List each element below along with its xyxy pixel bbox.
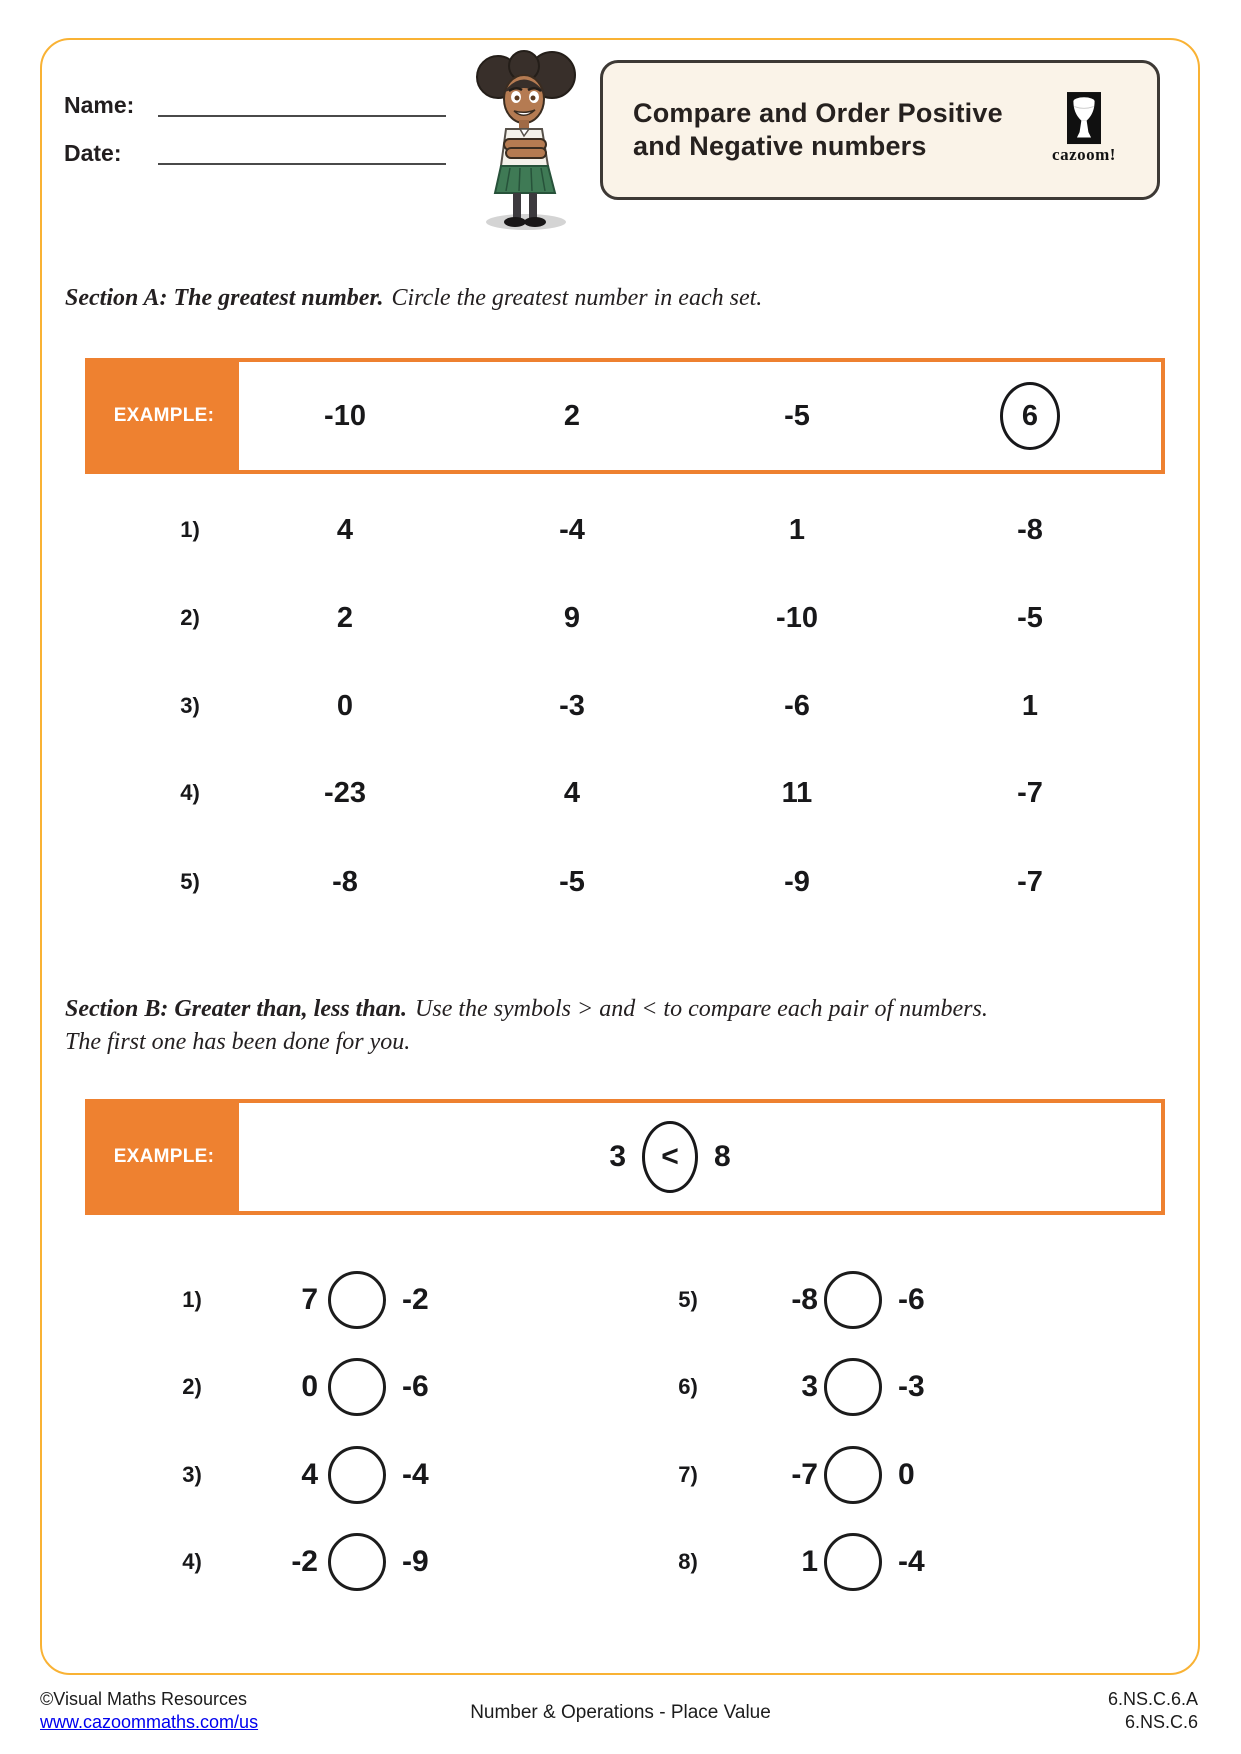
cazoom-logo [1045,92,1123,165]
logo-wordmark: cazoom! [1052,145,1116,165]
section-b-example-box [85,1099,1165,1215]
problem-number-label: 7) [678,1462,698,1487]
section-b-heading-instruction: Use the symbols > and < to compare each pair of numbers. The first one has been done for you. [65,996,988,1056]
problem-right-number: -4 [402,1458,429,1491]
problem-right-number: -9 [402,1545,429,1578]
example-label: EXAMPLE: [89,362,239,470]
row-number-label: 3) [180,693,200,718]
problem-number-label: 2) [182,1374,202,1399]
row-value: -3 [559,690,585,722]
section-b-heading [65,993,1010,1059]
name-label: Name: [64,92,135,118]
problem-left-number: 4 [301,1458,318,1491]
row-value: -6 [784,690,810,722]
section-a-row [0,510,1241,550]
row-number-label: 4) [180,780,200,805]
answer-circle[interactable] [824,1533,882,1591]
problem-left-number: -7 [791,1458,818,1491]
example-number: 2 [563,400,581,432]
row-value: -10 [776,602,818,634]
section-a-row [0,862,1241,902]
problem-left-number: 1 [801,1545,818,1578]
problem-number-label: 8) [678,1549,698,1574]
row-value: -23 [324,777,366,809]
row-value: 1 [788,514,806,546]
problem-row [0,1367,1241,1407]
student-cartoon [468,50,584,237]
footer-standard-b: 6.NS.C.6 [1124,1712,1198,1733]
row-value: 0 [336,690,354,722]
row-value: 9 [563,602,581,634]
date-line[interactable] [158,163,446,165]
problem-left-number: -8 [791,1283,818,1316]
date-label: Date: [64,140,122,166]
section-a-row [0,773,1241,813]
answer-circle[interactable] [328,1533,386,1591]
row-number-label: 5) [180,869,200,894]
example-label: EXAMPLE: [89,1103,239,1211]
problem-row [0,1280,1241,1320]
example-number-circled-wrap [920,382,1140,450]
problem-row [0,1542,1241,1582]
problem-right-number: 0 [898,1458,915,1491]
example-number: 6 [1021,400,1039,432]
example-right-number: 8 [714,1140,731,1173]
row-value: -4 [559,514,585,546]
section-b-heading-bold: Section B: Greater than, less than. [65,996,408,1022]
answer-circle[interactable] [824,1358,882,1416]
example-number: -5 [784,400,810,432]
answer-circle[interactable] [824,1446,882,1504]
problem-left-number: 7 [301,1283,318,1316]
row-value: -5 [559,866,585,898]
example-left-number: 3 [609,1140,626,1173]
section-a-heading [65,282,1145,315]
problem-right-number: -6 [898,1283,925,1316]
row-value: -8 [332,866,358,898]
answer-circle[interactable] [328,1271,386,1329]
problem-right-number: -6 [402,1370,429,1403]
row-value: -7 [1017,866,1043,898]
answer-circle[interactable] [328,1446,386,1504]
row-value: -8 [1017,514,1043,546]
title-box [600,60,1160,200]
circled-number [1000,382,1060,450]
problem-left-number: 3 [801,1370,818,1403]
problem-right-number: -4 [898,1545,925,1578]
footer-link[interactable]: www.cazoommaths.com/us [40,1712,259,1733]
row-value: -7 [1017,777,1043,809]
section-a-heading-instruction: Circle the greatest number in each set. [391,285,763,311]
row-number-label: 2) [180,605,200,630]
example-comparison-circle [642,1121,698,1193]
footer-copyright: ©Visual Maths Resources [40,1689,248,1709]
section-a-row [0,686,1241,726]
section-a-heading-bold: Section A: The greatest number. [65,285,384,311]
row-value: 1 [1021,690,1039,722]
student-cartoon-image [468,50,584,232]
answer-circle[interactable] [824,1271,882,1329]
name-line[interactable] [158,115,446,117]
example-number: -10 [324,400,366,432]
row-value: 2 [336,602,354,634]
problem-number-label: 3) [182,1462,202,1487]
footer-topic: Number & Operations - Place Value [470,1702,771,1723]
footer-standards [1108,1688,1198,1735]
row-value: -9 [784,866,810,898]
example-symbol: < [661,1140,679,1173]
section-a-example-box [85,358,1165,474]
example-comparison [89,1103,1161,1211]
problem-number-label: 1) [182,1287,202,1312]
problem-left-number: 0 [301,1370,318,1403]
problem-number-label: 6) [678,1374,698,1399]
drum-icon [1067,92,1101,144]
row-value: 4 [336,514,354,546]
footer-standard-a: 6.NS.C.6.A [1107,1689,1198,1709]
row-value: 4 [563,777,581,809]
problem-number-label: 5) [678,1287,698,1312]
section-a-row [0,598,1241,638]
row-value: 11 [781,777,813,809]
answer-circle[interactable] [328,1358,386,1416]
problem-left-number: -2 [291,1545,318,1578]
problem-row [0,1455,1241,1495]
problem-right-number: -3 [898,1370,925,1403]
problem-number-label: 4) [182,1549,202,1574]
row-value: -5 [1017,602,1043,634]
problem-right-number: -2 [402,1283,429,1316]
page-title: Compare and Order Positive and Negative numbers [633,98,1003,161]
row-number-label: 1) [180,517,200,542]
